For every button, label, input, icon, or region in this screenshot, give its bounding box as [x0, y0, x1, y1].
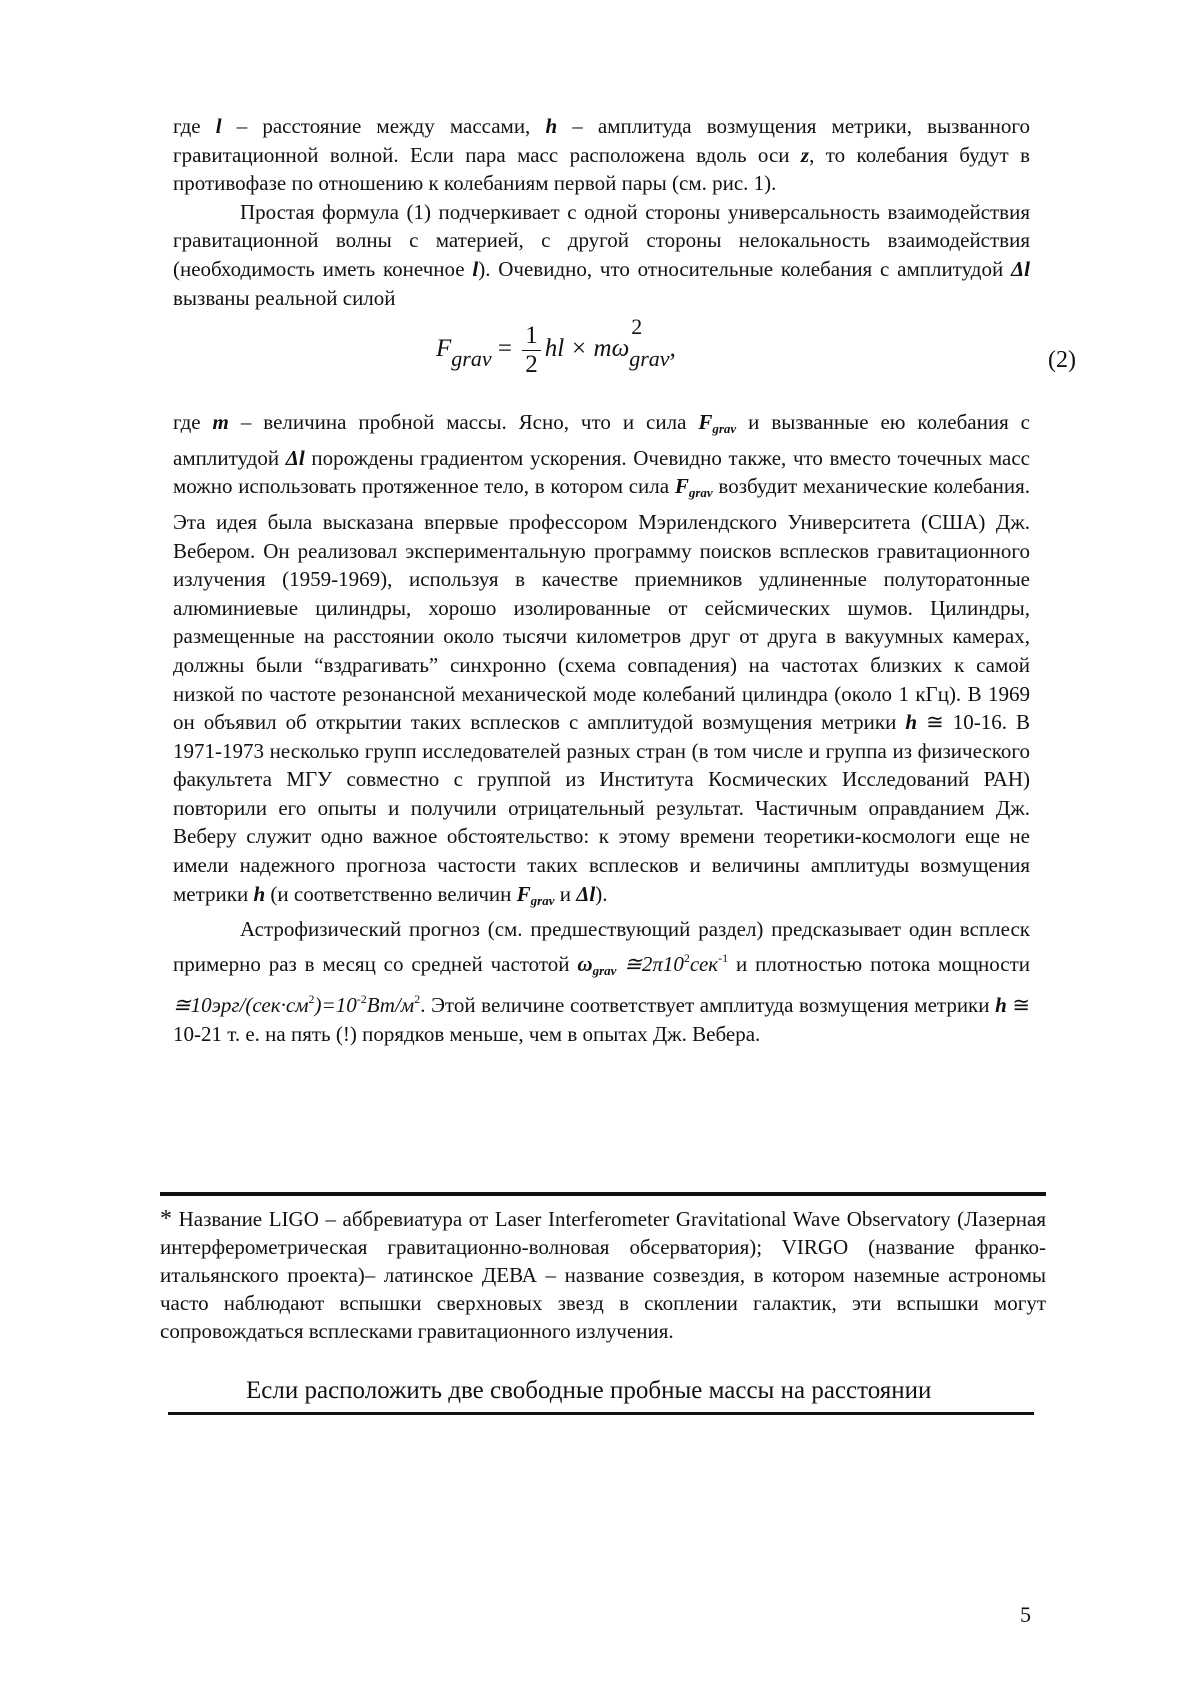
- text-run: ≅ 10-21 т. е. на пять (!) порядков меньше, чем в опытах Дж. Вебера.: [173, 993, 1030, 1047]
- math-sup: -2: [356, 992, 367, 1007]
- text-run: – амплитуда возмущения метрики, вызванного гравитационной волной. Если пара масс расположена вдоль оси: [173, 114, 1030, 167]
- symbol-F: F: [698, 410, 713, 435]
- frequency-expression: [616, 952, 728, 976]
- text-run: и вызванные ею колебания с амплитудой: [173, 410, 1030, 470]
- math-run: ≅10эрг/(сек·см: [173, 993, 309, 1018]
- text-run: где: [173, 114, 216, 138]
- continuation-line: Если расположить две свободные пробные массы на расстоянии: [246, 1377, 932, 1404]
- text-run: . Этой величине соответствует амплитуда возмущения метрики: [420, 993, 996, 1018]
- math-sup: 2: [683, 950, 690, 965]
- formula-equals: =: [491, 335, 519, 363]
- text-run: Простая формула (1) подчеркивает с одной стороны универсальность взаимодействия гравитационной волны с материей, с другой стороны нелокальность взаимодействия (необходимость иметь конечное: [173, 199, 1030, 281]
- text-run: , то колебания будут в противофазе по отношению к колебаниям первой пары (см. рис. 1).: [173, 142, 1031, 196]
- text-run: ). Очевидно, что относительные колебания с амплитудой: [478, 256, 1011, 281]
- math-sup: 2: [308, 992, 315, 1007]
- footnote-divider: [160, 1192, 1046, 1196]
- footnote-body: Название LIGO – аббревиатура от Laser Interferometer Gravitational Wave Observatory (Лазерная интерферометрическая гравитационно-волновая обсерватория); VIRGO (название франко-итальянского проекта)– латинское ДЕВА – название созвездия, в котором наземные астрономы часто наблюдают вспышки сверхновых звезд в скоплении галактик, эти вспышки могут сопровождаться всплесками гравитационного излучения.: [160, 1207, 1046, 1343]
- symbol-m: m: [212, 410, 229, 435]
- text-run: где: [173, 410, 213, 435]
- formula-lhs-sub: grav: [451, 346, 492, 372]
- fraction-numerator: 1: [522, 322, 541, 351]
- formula-supsub: [629, 314, 670, 374]
- fraction-denominator: 2: [525, 351, 538, 379]
- symbol-F: F: [516, 881, 531, 906]
- paragraph-4: [173, 915, 1030, 1048]
- footnote-text: [160, 1205, 1046, 1345]
- text-run: Астрофизический прогноз (см. предшествующий раздел) предсказывает один всплеск примерно раз в месяц со средней частотой: [173, 917, 1030, 976]
- footnote: [160, 1205, 1046, 1345]
- equation-formula: [436, 314, 676, 379]
- symbol-F-sub: grav: [712, 421, 737, 437]
- text-run: – величина пробной массы. Ясно, что и сила: [228, 410, 699, 435]
- text-run: ≅ 10-16. В 1971-1973 несколько групп исследователей разных стран (в том числе и группа из физического факультета МГУ совместно с группой из Института Космических Исследований РАН) повторили его опыты и получили отрицательный результат. Частичным оправданием Дж. Веберу служит одно важное обстоятельство: к этому времени теоретики-космологи еще не имели надежного прогноза частости таких всплесков и величины амплитуды возмущения метрики: [173, 710, 1030, 906]
- formula-rhs-sub: grav: [629, 346, 670, 372]
- symbol-omega: ω: [577, 951, 593, 976]
- flux-expression: [173, 993, 420, 1017]
- math-run: Вт/м: [366, 993, 415, 1018]
- math-sup: 2: [414, 992, 421, 1007]
- math-sup: -1: [718, 950, 729, 965]
- symbol-delta-l: Δl: [576, 881, 596, 906]
- text-run: ).: [595, 881, 608, 906]
- symbol-h: h: [545, 114, 558, 138]
- symbol-l: l: [472, 256, 479, 281]
- symbol-F: F: [674, 474, 689, 499]
- paragraph-1: [173, 112, 1030, 198]
- math-run: сек: [689, 951, 719, 976]
- footnote-marker: *: [160, 1206, 172, 1232]
- symbol-delta-l: Δl: [1010, 256, 1030, 281]
- paragraph-3: [173, 408, 1030, 915]
- page-number: 5: [1020, 1602, 1031, 1627]
- symbol-delta-l: Δl: [285, 445, 305, 470]
- formula-lhs: F: [436, 335, 452, 363]
- text-run: порождены градиентом ускорения. Очевидно также, что вместо точечных масс можно использовать протяженное тело, в котором сила: [173, 445, 1030, 499]
- symbol-h: h: [253, 881, 266, 906]
- text-run: – расстояние между массами,: [221, 114, 546, 138]
- formula-rhs-sup: 2: [631, 314, 643, 340]
- continuation-underline: [168, 1412, 1034, 1415]
- formula-rhs: hl × mω: [544, 335, 630, 363]
- symbol-h: h: [905, 710, 918, 735]
- symbol-omega-sub: grav: [592, 962, 617, 978]
- text-run: вызваны реальной силой: [173, 285, 396, 310]
- math-run: ≅2π10: [616, 951, 684, 976]
- paragraph-2: [173, 198, 1030, 312]
- main-text: [173, 112, 1076, 1049]
- math-run: )=10: [314, 993, 357, 1018]
- equation-2: [173, 314, 1076, 402]
- formula-fraction: [522, 322, 541, 379]
- symbol-h: h: [995, 993, 1007, 1018]
- symbol-F-sub: grav: [530, 892, 555, 908]
- text-run: возбудит механические колебания. Эта идея была высказана впервые профессором Мэрилендского Университета (США) Дж. Вебером. Он реализовал экспериментальную программу поисков всплесков гравитационного излучения (1959-1969), используя в качестве приемников удлиненные полуторатонные алюминиевые цилиндры, хорошо изолированные от сейсмических шумов. Цилиндры, размещенные на расстоянии около тысячи километров друг от друга в вакуумных камерах, должны были “вздрагивать” синхронно (схема совпадения) на частотах близких к самой низкой по частоте резонансной механической моде колебаний цилиндра (около 1 кГц). В 1969 он объявил об открытии таких всплесков с амплитудой возмущения метрики: [173, 474, 1030, 735]
- symbol-z: z: [800, 142, 810, 167]
- symbol-l: l: [215, 114, 222, 138]
- text-run: (и соответственно величин: [265, 881, 517, 906]
- symbol-F-sub: grav: [688, 485, 713, 501]
- text-run: и: [554, 881, 577, 906]
- text-run: и плотностью потока мощности: [728, 951, 1030, 976]
- equation-number: (2): [1048, 347, 1076, 374]
- formula-comma: ,: [669, 335, 676, 363]
